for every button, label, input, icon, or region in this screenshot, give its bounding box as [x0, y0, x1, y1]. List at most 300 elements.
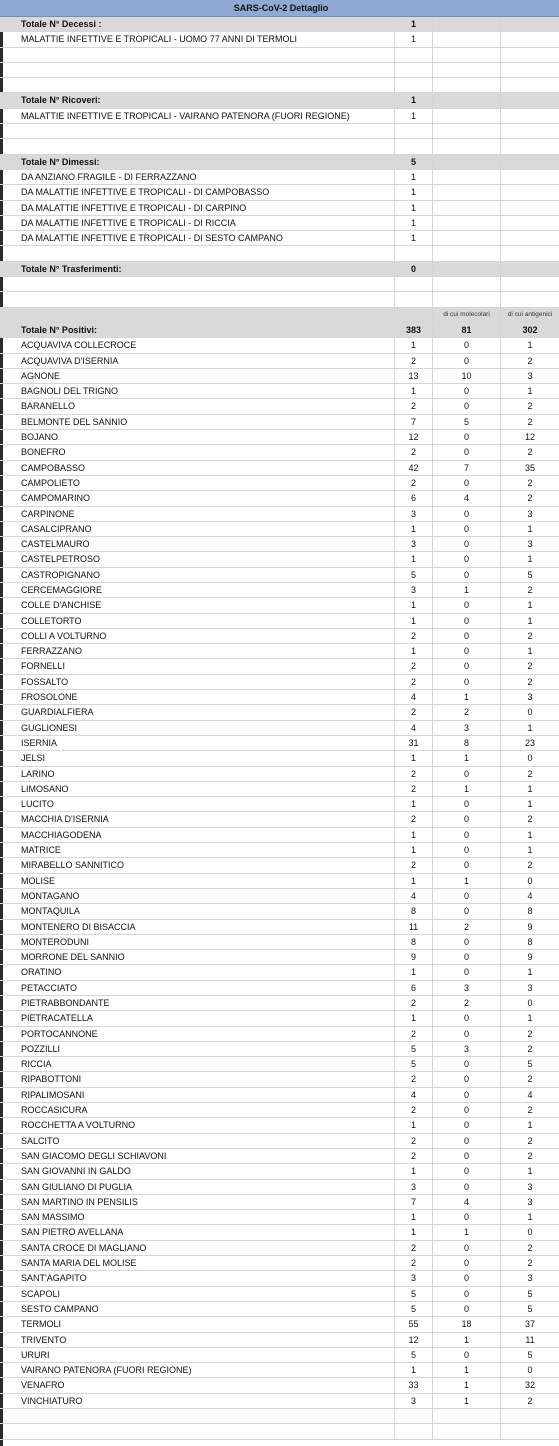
molecolari-count: 0 — [433, 935, 501, 949]
positivi-count: 12 — [395, 1333, 433, 1347]
molecolari-count: 0 — [433, 1271, 501, 1285]
comune-name: PORTOCANNONE — [3, 1027, 395, 1041]
antigenici-count: 3 — [527, 982, 533, 993]
antigenici-count: 11 — [525, 1334, 535, 1345]
positivi-count: 1 — [395, 384, 433, 398]
row-name: DA MALATTIE INFETTIVE E TROPICALI - DI SESTO CAMPANO — [3, 231, 395, 245]
antigenici-count: 2 — [527, 1395, 533, 1406]
antigenici-count: 1 — [527, 1013, 533, 1024]
molecolari-count: 3 — [433, 981, 501, 995]
antigenici-count: 1 — [527, 1212, 533, 1223]
molecolari-count: 1 — [433, 1394, 501, 1408]
molecolari-count: 0 — [433, 598, 501, 612]
positivi-count: 1 — [395, 751, 433, 765]
molecolari-count: 0 — [433, 445, 501, 459]
positivi-count: 6 — [395, 981, 433, 995]
positivi-count: 2 — [395, 399, 433, 413]
dimessi-header-row — [0, 155, 559, 170]
positivi-count: 2 — [395, 1241, 433, 1255]
comune-name: PIETRABBONDANTE — [3, 996, 395, 1010]
positivi-count: 3 — [395, 537, 433, 551]
comune-name: SAN MASSIMO — [3, 1210, 395, 1224]
comune-name: URURI — [3, 1348, 395, 1362]
table-row — [0, 201, 559, 216]
empty-row — [0, 246, 559, 261]
comune-name: COLLETORTO — [3, 614, 395, 628]
positivi-subheader-row — [0, 308, 559, 323]
comune-name: FOSSALTO — [3, 675, 395, 689]
positivi-count: 5 — [395, 568, 433, 582]
molecolari-count: 0 — [433, 629, 501, 643]
ricoveri-header-row — [0, 93, 559, 108]
table-row — [0, 583, 559, 598]
antigenici-count: 0 — [527, 998, 533, 1008]
molecolari-count: 0 — [433, 889, 501, 903]
col-antigenici-header: di cui antigenici — [507, 310, 553, 318]
positivi-count: 3 — [395, 1271, 433, 1285]
comune-name: PIETRACATELLA — [3, 1011, 395, 1025]
comune-name: RICCIA — [3, 1057, 395, 1071]
positivi-count: 3 — [395, 1394, 433, 1408]
antigenici-count: 0 — [527, 875, 533, 886]
positivi-count: 1 — [395, 522, 433, 536]
positivi-count: 1 — [395, 1164, 433, 1178]
empty-row — [0, 48, 559, 63]
molecolari-count: 0 — [433, 1027, 501, 1041]
molecolari-count: 0 — [433, 1256, 501, 1270]
comune-name: ROCCASICURA — [3, 1103, 395, 1117]
positivi-count: 4 — [395, 889, 433, 903]
positivi-count: 8 — [395, 904, 433, 918]
molecolari-count: 0 — [433, 1210, 501, 1224]
positivi-count: 1 — [395, 1011, 433, 1025]
antigenici-count: 3 — [527, 692, 533, 703]
antigenici-count: 0 — [527, 753, 533, 764]
antigenici-count: 3 — [527, 1196, 533, 1207]
table-row — [0, 537, 559, 552]
molecolari-count: 10 — [433, 369, 501, 383]
table-row — [0, 1256, 559, 1271]
decessi-total: 1 — [395, 17, 433, 31]
table-row — [0, 415, 559, 430]
antigenici-count: 2 — [527, 814, 533, 825]
positivi-count: 2 — [395, 1027, 433, 1041]
table-row — [0, 354, 559, 369]
positivi-count: 8 — [395, 935, 433, 949]
row-value: 1 — [395, 201, 433, 215]
positivi-count: 7 — [395, 1195, 433, 1209]
positivi-count: 42 — [395, 461, 433, 475]
antigenici-count: 1 — [527, 554, 533, 565]
molecolari-count: 4 — [433, 491, 501, 505]
empty-row — [0, 63, 559, 78]
ricoveri-total: 1 — [395, 93, 433, 107]
positivi-count: 2 — [395, 675, 433, 689]
table-row — [0, 369, 559, 384]
comune-name: SAN PIETRO AVELLANA — [3, 1225, 395, 1239]
antigenici-count: 2 — [527, 1258, 533, 1269]
molecolari-count: 1 — [433, 751, 501, 765]
table-row — [0, 614, 559, 629]
positivi-count: 2 — [395, 354, 433, 368]
comune-name: COLLE D'ANCHISE — [3, 598, 395, 612]
positivi-count: 4 — [395, 690, 433, 704]
molecolari-count: 0 — [433, 537, 501, 551]
table-row — [0, 1241, 559, 1256]
table-row — [0, 1072, 559, 1087]
molecolari-count: 0 — [433, 1302, 501, 1316]
molecolari-count: 2 — [433, 920, 501, 934]
molecolari-count: 0 — [433, 843, 501, 857]
positivi-count: 1 — [395, 828, 433, 842]
antigenici-count: 0 — [527, 1227, 533, 1238]
molecolari-count: 0 — [433, 1164, 501, 1178]
antigenici-count: 0 — [527, 707, 533, 718]
table-row — [0, 1180, 559, 1195]
antigenici-count: 1 — [527, 386, 533, 397]
row-name: DA MALATTIE INFETTIVE E TROPICALI - DI RICCIA — [3, 216, 395, 230]
molecolari-count: 0 — [433, 904, 501, 918]
table-row — [0, 507, 559, 522]
positivi-count: 2 — [395, 476, 433, 490]
table-row — [0, 445, 559, 460]
comune-name: CASALCIPRANO — [3, 522, 395, 536]
antigenici-count: 1 — [527, 845, 533, 856]
table-row — [0, 491, 559, 506]
positivi-count: 2 — [395, 767, 433, 781]
comune-name: MOLISE — [3, 874, 395, 888]
antigenici-count: 5 — [527, 1288, 533, 1299]
molecolari-count: 0 — [433, 950, 501, 964]
antigenici-count: 3 — [527, 1273, 533, 1284]
molecolari-count: 1 — [433, 690, 501, 704]
comune-name: MONTENERO DI BISACCIA — [3, 920, 395, 934]
molecolari-count: 1 — [433, 583, 501, 597]
row-value: 1 — [395, 32, 433, 46]
molecolari-count: 0 — [433, 1149, 501, 1163]
positivi-count: 2 — [395, 1256, 433, 1270]
antigenici-count: 5 — [527, 1059, 533, 1070]
dimessi-list — [0, 170, 559, 246]
comune-name: VINCHIATURO — [3, 1394, 395, 1408]
molecolari-count: 0 — [433, 476, 501, 490]
col-molecolari-header: di cui molecolari — [433, 308, 501, 322]
molecolari-count: 1 — [433, 1363, 501, 1377]
comune-name: TRIVENTO — [3, 1333, 395, 1347]
comune-name: MONTAQUILA — [3, 904, 395, 918]
table-row — [0, 1271, 559, 1286]
positivi-count: 33 — [395, 1378, 433, 1392]
table-row — [0, 874, 559, 889]
molecolari-count: 0 — [433, 1011, 501, 1025]
table-row — [0, 705, 559, 720]
table-row — [0, 568, 559, 583]
empty-row — [0, 1409, 559, 1424]
molecolari-count: 0 — [433, 552, 501, 566]
empty-row — [0, 139, 559, 154]
comune-name: PETACCIATO — [3, 981, 395, 995]
antigenici-count: 1 — [527, 646, 533, 657]
antigenici-count: 2 — [527, 1135, 533, 1146]
table-row — [0, 185, 559, 200]
table-row — [0, 904, 559, 919]
positivi-count: 5 — [395, 1042, 433, 1056]
row-value: 1 — [395, 109, 433, 123]
comune-name: CAMPOMARINO — [3, 491, 395, 505]
molecolari-count: 2 — [433, 996, 501, 1010]
positivi-count: 3 — [395, 583, 433, 597]
positivi-total-molecolari: 81 — [433, 323, 501, 337]
positivi-count: 2 — [395, 1103, 433, 1117]
table-row — [0, 828, 559, 843]
molecolari-count: 0 — [433, 1072, 501, 1086]
positivi-count: 1 — [395, 1225, 433, 1239]
comune-name: SAN GIOVANNI IN GALDO — [3, 1164, 395, 1178]
antigenici-count: 2 — [527, 1028, 533, 1039]
comune-name: SANTA CROCE DI MAGLIANO — [3, 1241, 395, 1255]
table-row — [0, 1164, 559, 1179]
antigenici-count: 2 — [527, 401, 533, 412]
table-row — [0, 1287, 559, 1302]
table-row — [0, 1333, 559, 1348]
empty-row — [0, 277, 559, 292]
table-row — [0, 1027, 559, 1042]
table-row — [0, 843, 559, 858]
table-row — [0, 751, 559, 766]
table-row — [0, 736, 559, 751]
comune-name: CASTROPIGNANO — [3, 568, 395, 582]
table-row — [0, 216, 559, 231]
table-row — [0, 170, 559, 185]
molecolari-count: 0 — [433, 1348, 501, 1362]
positivi-count: 7 — [395, 415, 433, 429]
molecolari-count: 5 — [433, 415, 501, 429]
table-row — [0, 1134, 559, 1149]
molecolari-count: 0 — [433, 1118, 501, 1132]
molecolari-count: 0 — [433, 1057, 501, 1071]
table-row — [0, 644, 559, 659]
molecolari-count: 0 — [433, 812, 501, 826]
empty-row — [0, 78, 559, 93]
antigenici-count: 2 — [527, 1043, 533, 1054]
comune-name: CARPINONE — [3, 507, 395, 521]
antigenici-count: 12 — [524, 432, 535, 443]
molecolari-count: 0 — [433, 659, 501, 673]
molecolari-count: 0 — [433, 507, 501, 521]
antigenici-count: 1 — [527, 340, 533, 351]
positivi-count: 2 — [395, 1149, 433, 1163]
antigenici-count: 1 — [527, 615, 533, 626]
molecolari-count: 1 — [433, 1378, 501, 1392]
antigenici-count: 1 — [527, 600, 533, 611]
table-row — [0, 1088, 559, 1103]
molecolari-count: 1 — [433, 782, 501, 796]
positivi-count: 3 — [395, 1180, 433, 1194]
antigenici-count: 35 — [524, 462, 535, 473]
positivi-count: 11 — [395, 920, 433, 934]
comune-name: VAIRANO PATENORA (FUORI REGIONE) — [3, 1363, 395, 1377]
comune-name: SANTA MARIA DEL MOLISE — [3, 1256, 395, 1270]
positivi-count: 1 — [395, 797, 433, 811]
table-row — [0, 1195, 559, 1210]
table-row — [0, 1394, 559, 1409]
table-row — [0, 1149, 559, 1164]
molecolari-count: 3 — [433, 1042, 501, 1056]
comune-name: SALCITO — [3, 1134, 395, 1148]
positivi-total: 383 — [395, 323, 433, 337]
antigenici-count: 5 — [527, 1303, 533, 1314]
positivi-count: 1 — [395, 1118, 433, 1132]
antigenici-count: 9 — [527, 952, 533, 963]
positivi-count: 3 — [395, 507, 433, 521]
table-row — [0, 32, 559, 47]
dimessi-label: Totale N° Dimessi: — [3, 155, 395, 169]
comune-name: MONTERODUNI — [3, 935, 395, 949]
table-row — [0, 399, 559, 414]
molecolari-count: 8 — [433, 736, 501, 750]
antigenici-count: 3 — [527, 539, 533, 550]
comune-name: ISERNIA — [3, 736, 395, 750]
comune-name: SANT'AGAPITO — [3, 1271, 395, 1285]
antigenici-count: 2 — [527, 676, 533, 687]
row-value: 1 — [395, 231, 433, 245]
positivi-count: 13 — [395, 369, 433, 383]
comune-name: BAGNOLI DEL TRIGNO — [3, 384, 395, 398]
positivi-count: 9 — [395, 950, 433, 964]
comune-name: CAMPOLIETO — [3, 476, 395, 490]
comune-name: BARANELLO — [3, 399, 395, 413]
row-value: 1 — [395, 170, 433, 184]
comune-name: MATRICE — [3, 843, 395, 857]
antigenici-count: 2 — [527, 860, 533, 871]
antigenici-count: 4 — [527, 1089, 533, 1100]
molecolari-count: 3 — [433, 721, 501, 735]
table-row — [0, 996, 559, 1011]
antigenici-count: 2 — [527, 630, 533, 641]
table-row — [0, 476, 559, 491]
positivi-header-row — [0, 323, 559, 338]
table-row — [0, 1363, 559, 1378]
antigenici-count: 1 — [527, 722, 533, 733]
positivi-count: 5 — [395, 1302, 433, 1316]
antigenici-count: 3 — [527, 508, 533, 519]
table-row — [0, 1011, 559, 1026]
comune-name: ROCCHETTA A VOLTURNO — [3, 1118, 395, 1132]
positivi-count: 2 — [395, 782, 433, 796]
table-row — [0, 858, 559, 873]
table-row — [0, 598, 559, 613]
antigenici-count: 1 — [527, 799, 533, 810]
table-row — [0, 782, 559, 797]
row-name: MALATTIE INFETTIVE E TROPICALI - VAIRANO PATENORA (FUORI REGIONE) — [3, 109, 395, 123]
positivi-count: 5 — [395, 1057, 433, 1071]
comune-name: VENAFRO — [3, 1378, 395, 1392]
comune-name: MIRABELLO SANNITICO — [3, 858, 395, 872]
positivi-count: 1 — [395, 843, 433, 857]
comune-name: LARINO — [3, 767, 395, 781]
antigenici-count: 32 — [524, 1380, 535, 1391]
molecolari-count: 0 — [433, 858, 501, 872]
positivi-count: 4 — [395, 1088, 433, 1102]
molecolari-count: 0 — [433, 1287, 501, 1301]
comune-name: CASTELPETROSO — [3, 552, 395, 566]
antigenici-count: 0 — [527, 1365, 533, 1376]
table-row — [0, 1057, 559, 1072]
antigenici-count: 2 — [527, 1242, 533, 1253]
antigenici-count: 9 — [527, 921, 533, 932]
table-row — [0, 1118, 559, 1133]
comune-name: FERRAZZANO — [3, 644, 395, 658]
table-row — [0, 109, 559, 124]
antigenici-count: 37 — [524, 1319, 535, 1330]
positivi-count: 6 — [395, 491, 433, 505]
molecolari-count: 4 — [433, 1195, 501, 1209]
antigenici-count: 2 — [527, 1074, 533, 1085]
table-row — [0, 721, 559, 736]
positivi-count: 2 — [395, 858, 433, 872]
positivi-total-antigenici: 302 — [522, 324, 538, 335]
table-row — [0, 1103, 559, 1118]
molecolari-count: 0 — [433, 644, 501, 658]
positivi-count: 1 — [395, 338, 433, 352]
table-row — [0, 1317, 559, 1332]
positivi-count: 1 — [395, 598, 433, 612]
molecolari-count: 0 — [433, 965, 501, 979]
table-row — [0, 812, 559, 827]
table-row — [0, 1348, 559, 1363]
molecolari-count: 0 — [433, 1180, 501, 1194]
positivi-count: 5 — [395, 1287, 433, 1301]
comune-name: SAN GIULIANO DI PUGLIA — [3, 1180, 395, 1194]
positivi-list — [0, 338, 559, 1409]
comune-name: SAN MARTINO IN PENSILIS — [3, 1195, 395, 1209]
comune-name: GUARDIALFIERA — [3, 705, 395, 719]
table-row — [0, 1378, 559, 1393]
comune-name: BOJANO — [3, 430, 395, 444]
empty-row — [0, 292, 559, 307]
ricoveri-label: Totale N° Ricoveri: — [3, 93, 395, 107]
positivi-count: 1 — [395, 552, 433, 566]
antigenici-count: 1 — [527, 1166, 533, 1177]
sheet-title: SARS-CoV-2 Dettaglio — [233, 3, 329, 13]
table-row — [0, 231, 559, 246]
table-row — [0, 965, 559, 980]
table-row — [0, 981, 559, 996]
molecolari-count: 0 — [433, 338, 501, 352]
row-value: 1 — [395, 216, 433, 230]
table-row — [0, 1302, 559, 1317]
antigenici-count: 5 — [527, 569, 533, 580]
antigenici-count: 1 — [527, 523, 533, 534]
comune-name: ACQUAVIVA COLLECROCE — [3, 338, 395, 352]
comune-name: MACCHIAGODENA — [3, 828, 395, 842]
positivi-count: 2 — [395, 1134, 433, 1148]
positivi-count: 4 — [395, 721, 433, 735]
comune-name: LUCITO — [3, 797, 395, 811]
dimessi-total: 5 — [395, 155, 433, 169]
molecolari-count: 2 — [433, 705, 501, 719]
molecolari-count: 0 — [433, 767, 501, 781]
antigenici-count: 3 — [527, 1181, 533, 1192]
comune-name: GUGLIONESI — [3, 721, 395, 735]
molecolari-count: 0 — [433, 568, 501, 582]
comune-name: MORRONE DEL SANNIO — [3, 950, 395, 964]
row-name: DA MALATTIE INFETTIVE E TROPICALI - DI CAMPOBASSO — [3, 185, 395, 199]
positivi-count: 2 — [395, 629, 433, 643]
positivi-count: 12 — [395, 430, 433, 444]
antigenici-count: 2 — [527, 661, 533, 672]
antigenici-count: 1 — [527, 783, 533, 794]
